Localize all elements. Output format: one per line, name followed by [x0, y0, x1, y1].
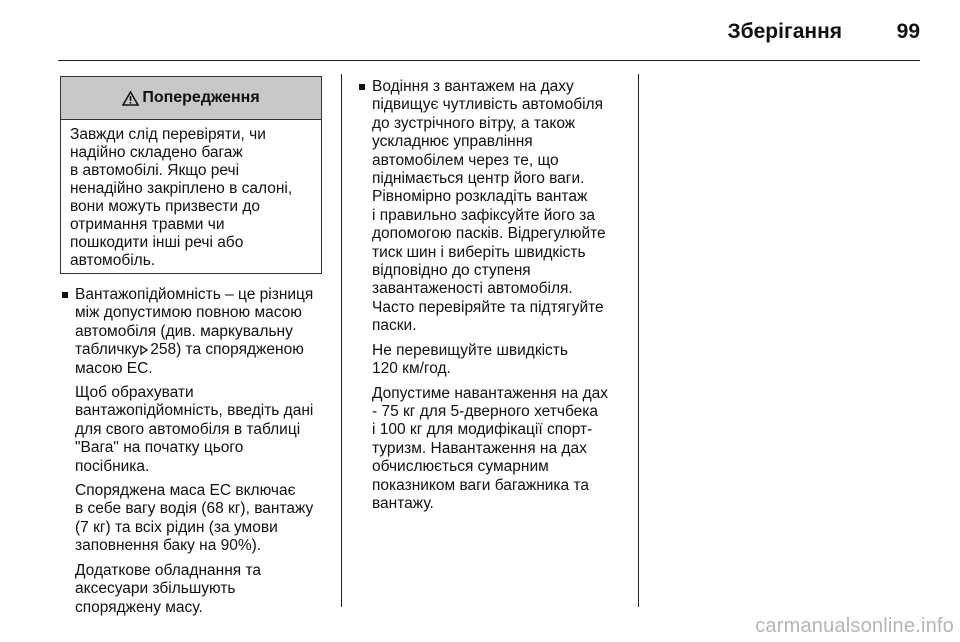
- text-line: і 100 кг для модифікації спорт-: [372, 421, 593, 439]
- text-line: підвищує чутливість автомобіля: [372, 96, 603, 114]
- text-line: автомобіля (див. маркувальну: [75, 322, 293, 340]
- text-line: Допустиме навантаження на дах: [372, 384, 609, 402]
- column-divider-right: [638, 74, 639, 607]
- text-line: в себе вагу водія (68 кг), вантажу: [75, 500, 314, 518]
- warning-text: [61, 120, 321, 270]
- warning-title: Попередження: [142, 89, 260, 106]
- paragraph: [372, 78, 631, 336]
- paragraph: [372, 385, 631, 514]
- text-line: "Вага" на початку цього: [75, 439, 244, 457]
- paragraph: [75, 482, 334, 556]
- text-line: 120 км/год.: [372, 360, 451, 378]
- text-line: Водіння з вантажем на даху: [372, 78, 574, 95]
- text-line: туризм. Навантаження на дах: [372, 439, 587, 457]
- text-line: вони можуть призвести до: [70, 198, 261, 215]
- text-line: допомогою пасків. Відрегулюйте: [372, 225, 606, 243]
- paragraph: [75, 286, 334, 378]
- text-line: заповнення баку на 90%).: [75, 537, 262, 555]
- text-line: надійно складено багаж: [70, 144, 243, 161]
- text-line: обчислюється сумарним: [372, 458, 549, 476]
- paragraph: [372, 342, 631, 379]
- payload-bullet: [62, 286, 334, 623]
- text-line: пошкодити інші речі або: [70, 234, 244, 251]
- column-divider-left: [341, 74, 342, 607]
- text-line: Не перевищуйте швидкість: [372, 341, 568, 359]
- text-line: ненадійно закріплено в салоні,: [70, 180, 293, 197]
- text-line: вантажу.: [372, 494, 434, 512]
- text-line: паски.: [372, 317, 417, 335]
- section-title: Зберігання: [727, 20, 842, 43]
- text-line: Щоб обрахувати: [75, 384, 194, 402]
- warning-triangle-icon: [122, 91, 139, 106]
- text-line: (7 кг) та всіх рідин (за умови: [75, 518, 278, 536]
- roof-load-bullet: [359, 78, 631, 519]
- text-line: посібника.: [75, 457, 150, 475]
- paragraph: [75, 562, 334, 617]
- text-line: Споряджена маса ЕС включає: [75, 482, 296, 500]
- page-number: 99: [896, 20, 920, 43]
- ref-text-pre: табличку: [75, 341, 140, 359]
- text-line: між допустимою повною масою: [75, 304, 302, 322]
- text-line: аксесуари збільшують: [75, 580, 236, 598]
- text-line: показником ваги багажника та: [372, 476, 589, 494]
- text-line: ускладнює управління: [372, 133, 533, 151]
- text-line: автомобіль.: [70, 252, 156, 269]
- bullet-square-icon: [359, 84, 365, 90]
- text-line: - 75 кг для 5-дверного хетчбека: [372, 402, 599, 420]
- text-line: і правильно зафіксуйте його за: [372, 206, 596, 224]
- text-line: Завжди слід перевіряти, чи: [70, 126, 266, 143]
- paragraph: [75, 384, 334, 476]
- text-line: відповідно до ступеня: [372, 262, 531, 280]
- page-reference-icon[interactable]: [140, 345, 148, 355]
- text-line: отримання травми чи: [70, 216, 225, 233]
- text-line: тиск шин і виберіть швидкість: [372, 243, 586, 261]
- text-line: масою ЕС.: [75, 359, 153, 377]
- text-line: вантажопідйомність, введіть дані: [75, 402, 314, 420]
- text-line: споряджену масу.: [75, 598, 203, 616]
- text-line-with-ref: [75, 341, 334, 359]
- text-line: в автомобілі. Якщо речі: [70, 162, 240, 179]
- warning-box: [60, 76, 322, 274]
- ref-text-post: 258) та спорядженою: [150, 341, 304, 359]
- text-line: Рівномірно розкладіть вантаж: [372, 188, 588, 206]
- text-line: піднімається центр його ваги.: [372, 170, 585, 188]
- watermark: carmanualsonline.info: [755, 615, 954, 637]
- text-line: Часто перевіряйте та підтягуйте: [372, 298, 604, 316]
- text-line: до зустрічного вітру, а також: [372, 114, 576, 132]
- text-line: для свого автомобіля в таблиці: [75, 420, 301, 438]
- text-line: Вантажопідйомність – це різниця: [75, 286, 314, 303]
- text-line: Додаткове обладнання та: [75, 561, 261, 579]
- text-line: завантаженості автомобіля.: [372, 280, 573, 298]
- page-header: [58, 0, 920, 61]
- text-line: автомобілем через те, що: [372, 151, 559, 169]
- warning-header: [61, 77, 321, 120]
- bullet-square-icon: [62, 292, 68, 298]
